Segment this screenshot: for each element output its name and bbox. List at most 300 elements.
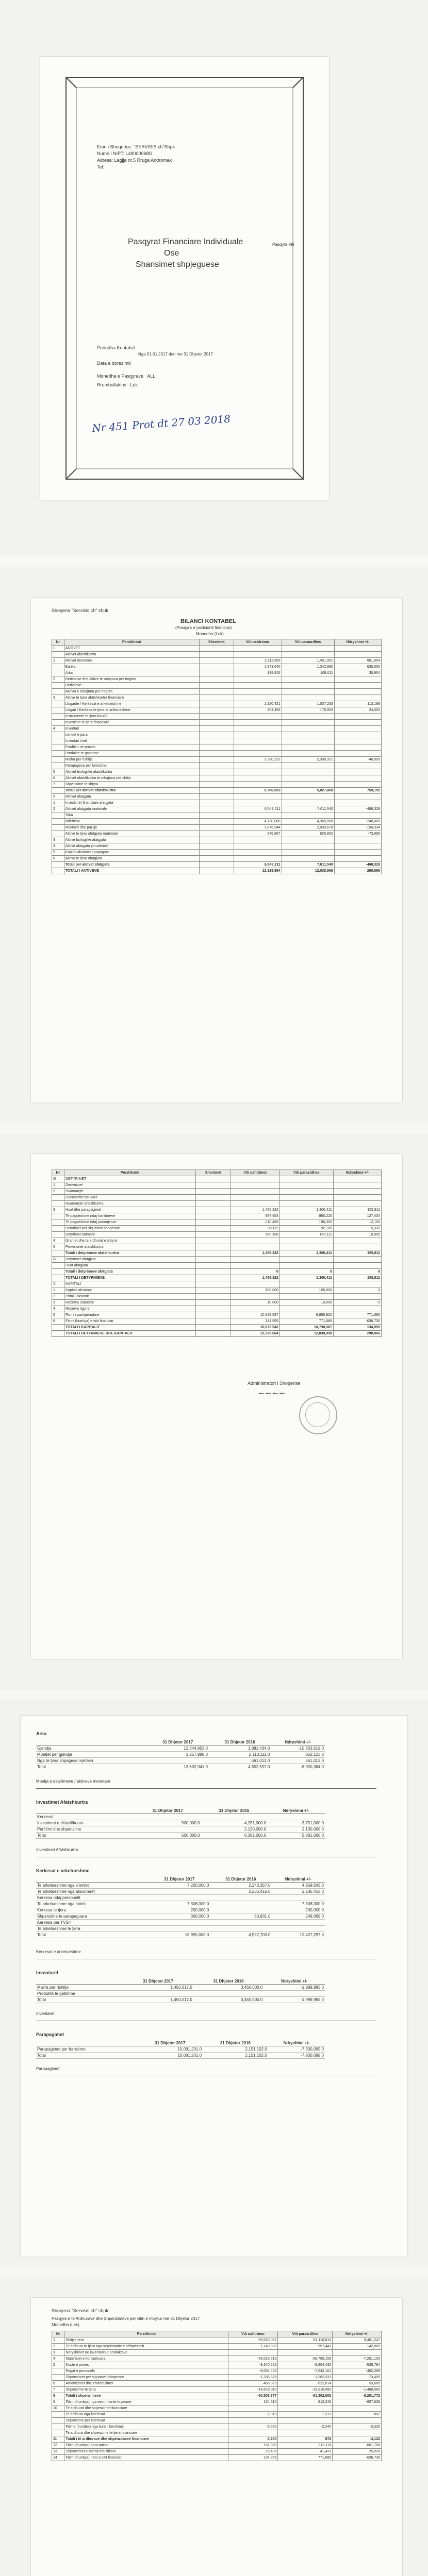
balance2-cell	[279, 1238, 333, 1244]
address-label: Adresa:	[97, 158, 113, 163]
tel-label: Tel:	[97, 164, 105, 170]
balance-cell	[282, 751, 334, 757]
income-cell	[52, 2418, 64, 2424]
income-row	[52, 2344, 382, 2350]
balance-cell: Aktivet afatshkurtra te mbajtura per shitje	[64, 775, 199, 782]
notes-cell: 3,751,000.0	[267, 1820, 325, 1826]
balance2-cell	[195, 1312, 231, 1318]
notes-cell: 561,012.0	[271, 1758, 325, 1764]
notes-cell: Te arketueshme nga aksionaret	[36, 1889, 149, 1895]
balance2-cell: Te pagueshme ndaj furnitoreve	[64, 1213, 195, 1219]
income-cell: -1,262,331	[278, 2375, 333, 2381]
notes-header-row	[36, 2040, 325, 2046]
income-cell: -802	[333, 2412, 382, 2418]
income-cell: -58,765,109	[278, 2356, 333, 2362]
income-cell	[278, 2350, 333, 2356]
balance-cell	[199, 757, 234, 763]
cover-title-line3: Shansimet shpjeguese	[136, 260, 219, 269]
income-company-header: Shoqeria "Servisis ch" shpk	[52, 2308, 108, 2313]
income-cell: -66,016,212	[228, 2356, 278, 2362]
balance-cell	[282, 837, 334, 843]
balance2-cell	[279, 1306, 333, 1312]
balance2-cell: 10,000	[231, 1300, 280, 1306]
period-label: Periudha Kontabel	[97, 345, 136, 350]
notes-row	[36, 1901, 325, 1907]
notes-cell	[210, 1907, 271, 1913]
balance2-cell: 155,911	[333, 1207, 381, 1213]
balance-row	[52, 658, 382, 664]
balance2-cell: Huamarrjet	[64, 1189, 195, 1195]
income-cell: Te ardhura te tjera nga veprimtarite e shfrytezimit	[64, 2344, 228, 2350]
balance2-cell	[195, 1331, 231, 1337]
notes-cell	[135, 1814, 201, 1820]
balance-cell	[334, 738, 381, 744]
balance-cell	[52, 652, 64, 658]
notes-cell: Total	[36, 2053, 137, 2059]
balance2-cell: IV	[52, 1257, 64, 1263]
balance2-cell: 1	[52, 1182, 64, 1189]
balance-cell	[234, 782, 282, 788]
notes-section-table	[36, 1808, 325, 1839]
balance-row	[52, 775, 382, 782]
balance-cell	[334, 763, 381, 769]
balance-cell	[334, 689, 381, 695]
balance-cell	[282, 689, 334, 695]
balance2-cell: 860,220	[279, 1213, 333, 1219]
balance-cell: -154,334	[334, 825, 381, 831]
balance2-cell	[195, 1275, 231, 1281]
notes-header-row	[36, 1978, 325, 1985]
income-cell: -8,004,400	[228, 2368, 278, 2375]
income-cell: Ndryshimet ne inventarin e produkteve	[64, 2350, 228, 2356]
income-cell: -462,299	[333, 2368, 382, 2375]
balance2-cell	[195, 1201, 231, 1207]
notes-cell: Nga te tjera shpagesa mjetesh	[36, 1758, 147, 1764]
balance2-cell	[52, 1325, 64, 1331]
notes-header-row	[36, 1739, 325, 1745]
balance2-header-row	[52, 1170, 382, 1176]
balance-cell: Arka	[64, 670, 199, 676]
notes-column-header	[36, 1978, 123, 1985]
income-column-header: Pershkrimi	[64, 2331, 228, 2337]
notes-cell: Total	[36, 1997, 123, 2003]
notes-cell: 2,151,102.0	[203, 2046, 268, 2053]
balance-cell: Aktive biologjike afatgjata	[64, 837, 199, 843]
income-row	[52, 2399, 382, 2405]
balance2-cell: 134,955	[231, 1318, 280, 1325]
income-cell: Totali i shpenzimeve	[64, 2393, 228, 2399]
balance-cell	[234, 720, 282, 726]
income-cell: -3,320	[333, 2424, 382, 2430]
balance-cell	[282, 676, 334, 683]
balance2-cell: 9,856,902	[279, 1312, 333, 1318]
notes-cell: Produkte te gatshme	[36, 1991, 123, 1997]
balance2-cell	[333, 1195, 381, 1201]
balance-cell	[234, 856, 282, 862]
balance-cell	[199, 751, 234, 757]
balance-cell	[199, 732, 234, 738]
balance-cell	[234, 714, 282, 720]
income-cell: 1	[52, 2337, 64, 2344]
balance-cell: 113,188	[334, 701, 381, 707]
balance2-row	[52, 1275, 382, 1281]
balance-cell	[234, 850, 282, 856]
balance-cell: Derivative dhe aktive te mbajtura per tregtim	[64, 676, 199, 683]
balance2-cell	[333, 1189, 381, 1195]
balance2-cell: 987,654	[231, 1213, 280, 1219]
balance2-row	[52, 1232, 382, 1238]
balance-row	[52, 819, 382, 825]
income-cell: Te ardhurat dhe shpenzimet financiare	[64, 2405, 228, 2412]
notes-cell	[210, 1926, 271, 1932]
balance2-row	[52, 1244, 382, 1250]
income-cell: 25,028	[333, 2449, 382, 2455]
balance2-cell	[231, 1182, 280, 1189]
income-cell: 11	[52, 2436, 64, 2443]
balance-cell: 1,007,233	[282, 701, 334, 707]
notes-cell: 10,081,201.0	[137, 2053, 203, 2059]
balance2-cell: 771,685	[279, 1318, 333, 1325]
balance-row	[52, 707, 382, 714]
notes-header-row	[36, 1876, 325, 1883]
notes-column-header	[36, 1876, 149, 1883]
balance-cell	[199, 689, 234, 695]
balance-cell	[199, 658, 234, 664]
balance2-row	[52, 1312, 382, 1318]
monedha-label: Monedha e Pasqyrave	[97, 374, 144, 379]
balance2-cell: 10,000	[279, 1300, 333, 1306]
notes-cell: -10,363,519.0	[271, 1745, 325, 1752]
notes-row	[36, 1833, 325, 1839]
notes-section-footer: Inventaret	[36, 2011, 55, 2016]
balance2-cell	[333, 1244, 381, 1250]
balance-row	[52, 806, 382, 812]
notes-section-footer: Parapagimet	[36, 2066, 60, 2071]
balance-cell	[234, 794, 282, 800]
notes-cell: 1,450,017.0	[123, 1985, 193, 1991]
balance-cell	[282, 775, 334, 782]
balance-cell: 24,552	[334, 707, 381, 714]
balance-cell	[199, 707, 234, 714]
balance2-cell: 149,111	[279, 1232, 333, 1238]
balance-cell: 203,455	[234, 707, 282, 714]
income-cell: Shpenzimet e tatimit mbi fitimin	[64, 2449, 228, 2455]
balance2-cell	[333, 1257, 381, 1263]
balance-cell	[282, 720, 334, 726]
balance-cell	[334, 812, 381, 819]
balance-cell	[334, 769, 381, 775]
notes-section-title: Kerkesat e arketueshme	[36, 1868, 90, 1873]
balance2-cell: 198,300	[279, 1219, 333, 1226]
balance-cell	[199, 763, 234, 769]
income-cell: 154,610	[228, 2399, 278, 2405]
balance-cell: 5,786,653	[234, 788, 282, 794]
balance-row	[52, 868, 382, 874]
income-cell: 8	[52, 2393, 64, 2399]
balance-cell: 30,904	[334, 670, 381, 676]
balance2-cell	[52, 1250, 64, 1257]
balance-row	[52, 763, 382, 769]
balance-cell: 2	[52, 676, 64, 683]
notes-cell: 7,308,000.0	[149, 1901, 210, 1907]
balance-cell: 3	[52, 837, 64, 843]
balance-cell	[199, 831, 234, 837]
balance-cell: 1,876,344	[234, 825, 282, 831]
notes-column-header: 31 Dhjetor 2016	[201, 1808, 268, 1814]
balance-cell: 620,862	[282, 831, 334, 837]
balance-cell	[282, 850, 334, 856]
balance2-cell: Primi i aksionit	[64, 1294, 195, 1300]
balance-cell	[282, 652, 334, 658]
notes-header-row	[36, 1808, 325, 1814]
year-label: Pasqyra Viti	[272, 242, 294, 247]
balance2-cell: -636,730	[333, 1318, 381, 1325]
income-cell: 771,685	[278, 2455, 333, 2461]
cover-page	[0, 0, 428, 556]
income-row	[52, 2455, 382, 2461]
balance-cell	[52, 763, 64, 769]
balance-cell: Mallra per rishitje	[64, 757, 199, 763]
balance-cell	[234, 676, 282, 683]
balance-cell	[282, 843, 334, 850]
balance-cell: Aktivet afatshkurtra	[64, 652, 199, 658]
balance-cell	[199, 701, 234, 707]
balance-cell: Investimet financiare afatgjata	[64, 800, 199, 806]
notes-column-header: 31 Dhjetor 2016	[203, 2040, 268, 2046]
balance2-row	[52, 1325, 382, 1331]
balance-cell: Aktivet afatgjata materiale	[64, 806, 199, 812]
income-row	[52, 2412, 382, 2418]
balance2-cell	[231, 1281, 280, 1287]
balance-cell	[52, 812, 64, 819]
balance2-cell	[279, 1263, 333, 1269]
balance-cell: 1,342,990	[282, 664, 334, 670]
nipt-value: L49000068G	[125, 151, 153, 156]
balance-cell	[52, 714, 64, 720]
notes-row	[36, 1926, 325, 1932]
income-row	[52, 2424, 382, 2430]
income-cell: -2,240	[278, 2424, 333, 2430]
balance-cell: 178,903	[282, 707, 334, 714]
balance-cell	[199, 819, 234, 825]
notes-cell: Total	[36, 1833, 135, 1839]
balance2-cell: 92,780	[279, 1226, 333, 1232]
notes-row	[36, 1758, 325, 1764]
income-cell	[333, 2430, 382, 2436]
income-row	[52, 2405, 382, 2412]
company-value: "SERVISIS ch"Shpk	[134, 144, 175, 149]
income-currency: Monedha (Lek)	[52, 2323, 79, 2327]
balance-cell: TOTALI I AKTIVEVE	[64, 868, 199, 874]
balance2-cell: 1,300,411	[279, 1207, 333, 1213]
income-cell: 5	[52, 2362, 64, 2368]
balance-cell	[199, 664, 234, 670]
notes-row	[36, 2053, 325, 2059]
balance2-cell: TOTALI I KAPITALIT	[64, 1325, 195, 1331]
balance2-cell: 0	[333, 1287, 381, 1294]
balance-cell: 1	[52, 800, 64, 806]
income-cell: Te ardhura nga interesat	[64, 2412, 228, 2418]
balance-cell: Aktivet monetare	[64, 658, 199, 664]
balance-cell	[282, 732, 334, 738]
balance-cell	[282, 646, 334, 652]
balance2-cell	[231, 1201, 280, 1207]
balance2-row	[52, 1250, 382, 1257]
notes-cell: 2,130,000.0	[267, 1826, 325, 1833]
balance2-cell: 0	[231, 1269, 280, 1275]
income-cell: Fitimi (humbja) nga veprimtarite kryesore	[64, 2399, 228, 2405]
balance-row	[52, 738, 382, 744]
notes-cell	[149, 1895, 210, 1901]
notes-cell: Kerkesat	[36, 1814, 135, 1820]
balance-cell: Llogarite / Kerkesat e arketueshme	[64, 701, 199, 707]
balance-cell: 4,120,000	[234, 819, 282, 825]
notes-row	[36, 1913, 325, 1920]
balance-liabilities-table	[52, 1170, 382, 1337]
balance-row	[52, 751, 382, 757]
notes-cell	[149, 1920, 210, 1926]
balance-row	[52, 825, 382, 831]
balance-cell: Totali per aktivet afatshkurtra	[64, 788, 199, 794]
balance-row	[52, 714, 382, 720]
balance2-cell: 3	[52, 1300, 64, 1306]
income-cell: -522,014	[278, 2381, 333, 2387]
notes-column-header: Ndryshimi +/-	[271, 1739, 325, 1745]
notes-cell: 300,000.0	[149, 1913, 210, 1920]
income-cell: -8,804,432	[278, 2362, 333, 2368]
balance-sheet-2	[31, 1154, 402, 1659]
balance-cell: 630,650	[334, 664, 381, 670]
balance-cell: 7	[52, 782, 64, 788]
balance-cell	[234, 775, 282, 782]
notes-cell: 561,012.0	[209, 1758, 271, 1764]
income-cell: 2	[52, 2344, 64, 2350]
balance2-cell	[231, 1244, 280, 1250]
balance-column-header: Pershkrimi	[64, 639, 199, 646]
notes-cell	[271, 1920, 325, 1926]
balance-cell	[199, 800, 234, 806]
income-cell: 6	[52, 2381, 64, 2387]
notes-row	[36, 1997, 325, 2003]
balance2-column-header: Viti ushtrimor	[231, 1170, 280, 1176]
balance2-cell	[195, 1219, 231, 1226]
balance-row	[52, 670, 382, 676]
notes-row	[36, 1895, 325, 1901]
balance-cell	[234, 732, 282, 738]
balance2-cell: Detyrimet afatgjata	[64, 1257, 195, 1263]
balance-cell: Investime te tjera financiare	[64, 720, 199, 726]
balance-cell	[334, 850, 381, 856]
balance-cell: Parapagesa per furnizime	[64, 763, 199, 769]
balance-cell: -40,099	[334, 757, 381, 763]
balance-signature-label: Administratori i Shoqerise	[248, 1381, 301, 1386]
balance2-cell	[333, 1238, 381, 1244]
balance-row	[52, 794, 382, 800]
balance-cell	[334, 695, 381, 701]
notes-cell	[210, 1901, 271, 1907]
notes-row	[36, 1826, 325, 1833]
balance-row	[52, 782, 382, 788]
balance2-cell	[333, 1182, 381, 1189]
balance-cell: 2,112,555	[234, 658, 282, 664]
balance-cell	[199, 646, 234, 652]
balance2-column-header: Ndryshimi +/-	[333, 1170, 381, 1176]
balance2-cell	[231, 1189, 280, 1195]
balance2-cell: 1,456,322	[231, 1207, 280, 1213]
balance2-cell	[195, 1294, 231, 1300]
notes-cell: Kerkesa per TVSH	[36, 1920, 149, 1926]
balance-cell: 6	[52, 856, 64, 862]
balance-cell: 6,543,211	[234, 862, 282, 868]
notes-row	[36, 1889, 325, 1895]
income-cell: 812,246	[278, 2399, 333, 2405]
balance-row	[52, 744, 382, 751]
balance-cell: 661,554	[334, 658, 381, 664]
income-cell	[52, 2368, 64, 2375]
notes-cell: 1,450,017.0	[123, 1997, 193, 2003]
balance2-column-header: Pershkrimi	[64, 1170, 195, 1176]
balance-cell: 4	[52, 843, 64, 850]
balance-cell	[52, 819, 64, 825]
income-cell	[52, 2430, 64, 2436]
balance-cell	[52, 707, 64, 714]
balance-cell: -468,329	[334, 862, 381, 868]
income-cell: 142,889	[333, 2344, 382, 2350]
balance-cell	[234, 695, 282, 701]
balance-row	[52, 769, 382, 775]
balance-cell	[234, 652, 282, 658]
period-value: Nga 01.01.2017 deri me 31 Dhjetor 2017	[138, 352, 213, 357]
balance2-cell: TOTALI I DETYRIMEVE	[64, 1275, 195, 1281]
notes-cell: 4,959,643.0	[271, 1883, 325, 1889]
balance2-cell: 290,866	[333, 1331, 381, 1337]
income-cell: Pagat e personelit	[64, 2368, 228, 2375]
balance-row	[52, 676, 382, 683]
balance-cell	[52, 788, 64, 794]
balance2-cell	[195, 1306, 231, 1312]
balance-cell	[334, 782, 381, 788]
balance-cell	[199, 806, 234, 812]
income-cell	[228, 2418, 278, 2424]
balance2-cell: 12,038,998	[279, 1331, 333, 1337]
income-cell: -73,495	[333, 2375, 382, 2381]
balance-cell	[199, 850, 234, 856]
balance2-cell: Rezerva statutore	[64, 1300, 195, 1306]
balance2-cell: 2	[52, 1294, 64, 1300]
notes-column-header: 31 Dhjetor 2016	[209, 1739, 271, 1745]
balance2-cell: 1,300,411	[279, 1250, 333, 1257]
balance2-cell	[195, 1176, 231, 1182]
balance-cell	[52, 751, 64, 757]
income-cell: -661,758	[333, 2443, 382, 2449]
income-cell: Fitime (humbje) nga kursi i kembimit	[64, 2424, 228, 2430]
balance-cell: Banka	[64, 664, 199, 670]
balance-cell	[199, 720, 234, 726]
balance2-row	[52, 1294, 382, 1300]
handwritten-protocol-note: Nr 451 Prot dt 27 03 2018	[91, 412, 231, 435]
balance2-cell: 771,685	[333, 1312, 381, 1318]
balance-cell	[282, 782, 334, 788]
income-cell: Materialet e konsumuara	[64, 2356, 228, 2362]
balance-cell: 759,195	[334, 788, 381, 794]
balance-cell	[199, 652, 234, 658]
balance2-cell	[231, 1263, 280, 1269]
balance-cell: 2,030,678	[282, 825, 334, 831]
notes-cell: 7,308,000.0	[271, 1901, 325, 1907]
income-cell: 10	[52, 2405, 64, 2412]
balance-cell	[334, 646, 381, 652]
notes-section-title: Investimet Afatshkurtra	[36, 1800, 88, 1805]
